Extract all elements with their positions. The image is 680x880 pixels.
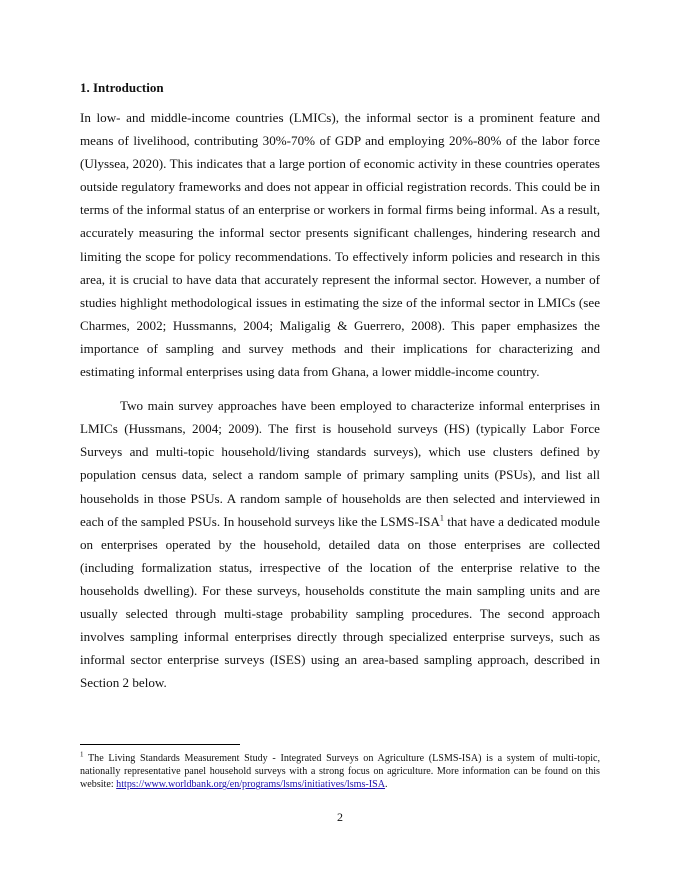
paragraph-1: In low- and middle-income countries (LMICs), the informal sector is a prominent feature and means of livelihood, contributing 30%-70% of GDP and employing 20%-80% of the labor force (Ulyssea, 2020). This indicates that a large portion of economic activity in these countries operates outside regulatory frameworks and does not appear in official registration records. This could be in terms of the informal status of an enterprise or workers in formal firms being informal. As a result, accurately measuring the informal sector presents significant challenges, hindering research and limiting the scope for policy recommendations. To effectively inform policies and research in this area, it is crucial to have data that accurately represent the informal sector. However, a number of studies highlight methodological issues in estimating the size of the informal sector in LMICs (see Charmes, 2002; Hussmanns, 2004; Maligalig & Guerrero, 2008). This paper emphasizes the importance of sampling and survey methods and their implications for characterizing and estimating informal enterprises using data from Ghana, a lower middle-income country. bbox=[80, 110, 600, 380]
paragraph-2-part-2: that have a dedicated module on enterprises operated by the household, detailed data on those enterprises are collected (including formalization status, irrespective of the location of the enterprise relative to the households dwelling). For these surveys, households constitute the main sampling units and are usually selected through multi-stage probability sampling procedures. The second approach involves sampling informal enterprises directly through specialized enterprise surveys, such as informal sector enterprise surveys (ISES) using an area-based sampling approach, described in Section 2 below. bbox=[80, 513, 600, 691]
footnote-reference[interactable]: 1 bbox=[439, 513, 444, 523]
footnote-link[interactable]: https://www.worldbank.org/en/programs/lsms/initiatives/lsms-ISA bbox=[116, 779, 386, 791]
footnote bbox=[80, 752, 600, 792]
footnote-marker: 1 bbox=[80, 750, 84, 759]
footnote-text: The Living Standards Measurement Study - Integrated Surveys on Agriculture (LSMS-ISA) is a system of multi-topic, nationally representative panel household surveys with a strong focus on agriculture. More information can be found on this website: bbox=[80, 753, 600, 791]
section-heading: 1. Introduction bbox=[80, 80, 164, 95]
page-number: 2 bbox=[337, 810, 343, 824]
main-content bbox=[80, 78, 600, 694]
paragraph-2 bbox=[80, 394, 600, 694]
footnote-divider bbox=[80, 744, 240, 745]
paragraph-2-part-1: Two main survey approaches have been employed to characterize informal enterprises in LMICs (Hussmans, 2004; 2009). The first is household surveys (HS) (typically Labor Force Surveys and multi-topic household/living standards surveys), which use clusters defined by population census data, select a random sample of primary sampling units (PSUs), and list all households in those PSUs. A random sample of households are then selected and interviewed in each of the sampled PSUs. In household surveys like the LSMS-ISA bbox=[80, 398, 600, 529]
footnote-end: . bbox=[385, 779, 388, 791]
